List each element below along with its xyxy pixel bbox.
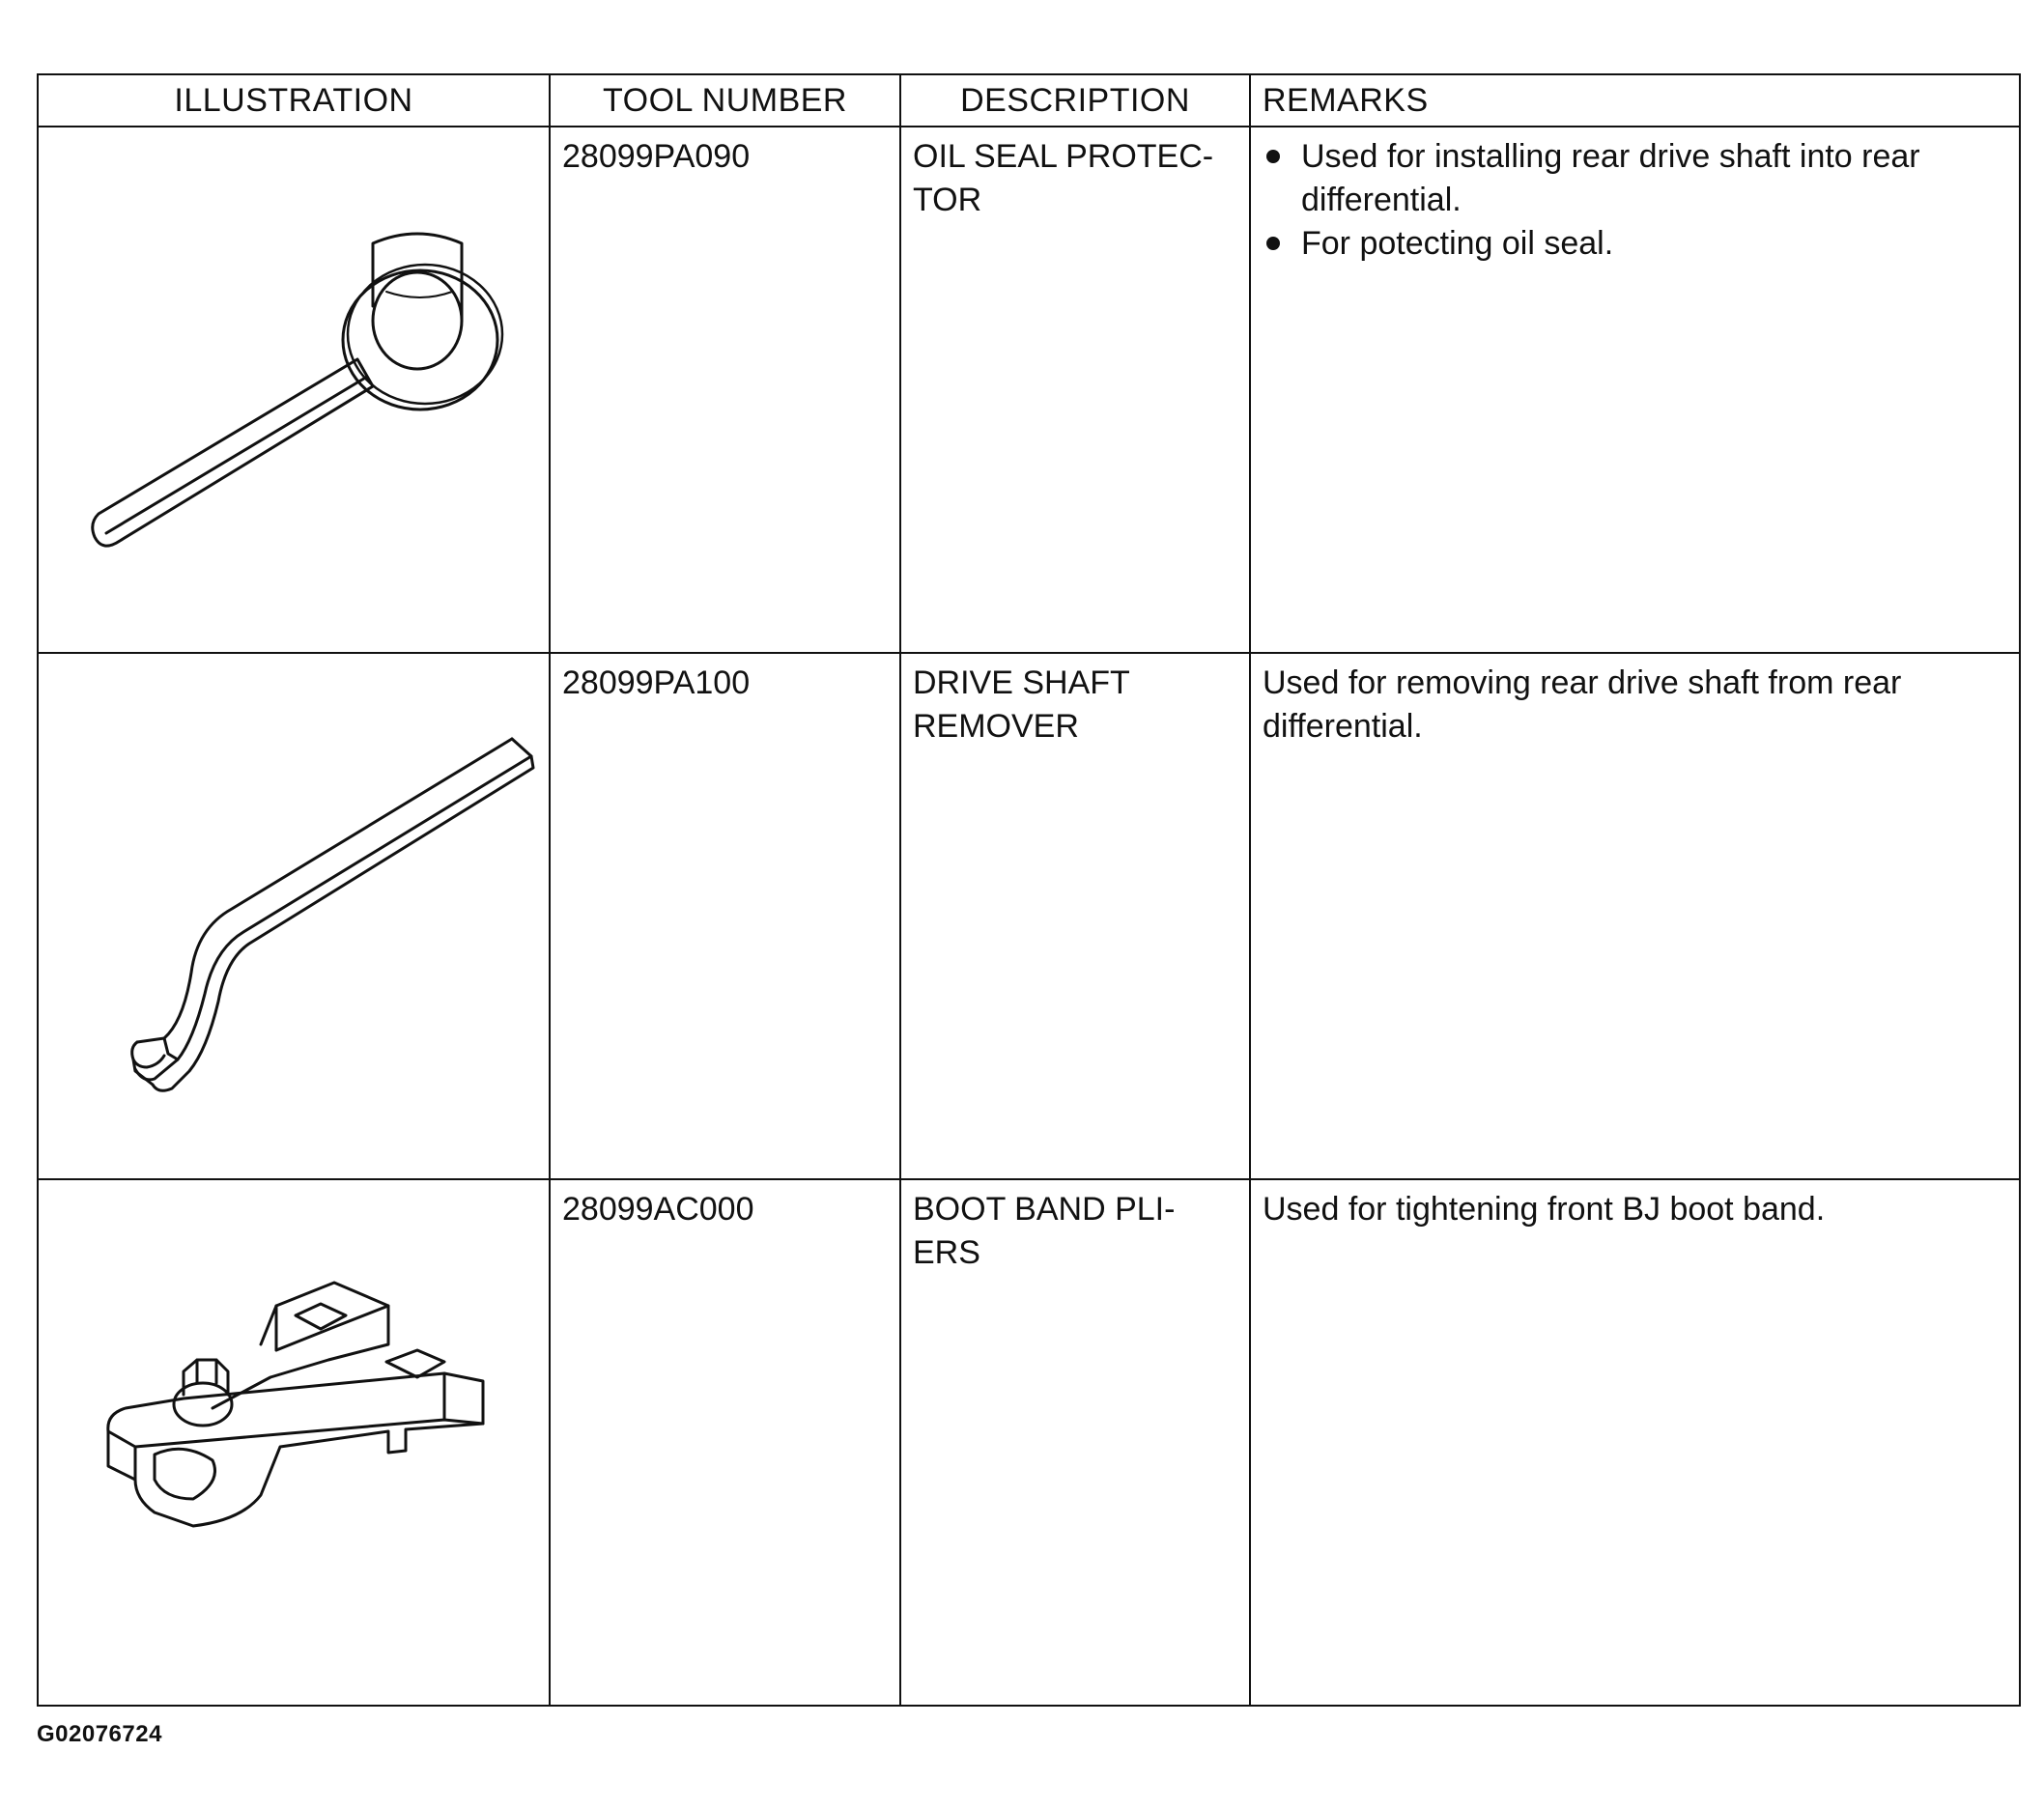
tool-number: 28099PA090 [562,138,751,175]
tool-number-cell [550,1179,900,1706]
header-remarks: REMARKS [1250,74,2020,127]
remarks-cell [1250,1179,2020,1706]
remark-item: Used for installing rear drive shaft into rear differential. [1263,135,2007,222]
remarks-list [1251,127,2019,266]
description-cell [900,127,1250,653]
bullet-icon [1266,150,1280,163]
description: OIL SEAL PROTEC- TOR [913,138,1214,218]
tool-number: 28099PA100 [562,664,751,701]
remarks-cell [1250,653,2020,1179]
bullet-icon [1266,237,1280,250]
drive-shaft-remover-icon [39,654,551,1178]
tool-number-cell [550,127,900,653]
illustration-cell [38,1179,550,1706]
table-row [38,127,2020,653]
header-illustration: ILLUSTRATION [38,74,550,127]
boot-band-pliers-icon [39,1180,551,1705]
figure-id: G02076724 [37,1721,162,1747]
description: DRIVE SHAFT REMOVER [913,664,1130,745]
remark-item: Used for removing rear drive shaft from rear differential. [1263,664,1902,745]
table-row [38,1179,2020,1706]
description-cell [900,653,1250,1179]
table-row [38,653,2020,1179]
header-tool-number: TOOL NUMBER [550,74,900,127]
remark-item: Used for tightening front BJ boot band. [1263,1191,1826,1228]
header-description: DESCRIPTION [900,74,1250,127]
remark-item: For potecting oil seal. [1263,222,2007,266]
tool-number-cell [550,653,900,1179]
header-row [38,74,2020,127]
tool-number: 28099AC000 [562,1191,754,1228]
remarks-cell [1250,127,2020,653]
illustration-cell [38,127,550,653]
illustration-cell [38,653,550,1179]
description-cell [900,1179,1250,1706]
special-tools-table [37,73,2021,1707]
oil-seal-protector-icon [39,127,551,652]
description: BOOT BAND PLI- ERS [913,1191,1176,1271]
